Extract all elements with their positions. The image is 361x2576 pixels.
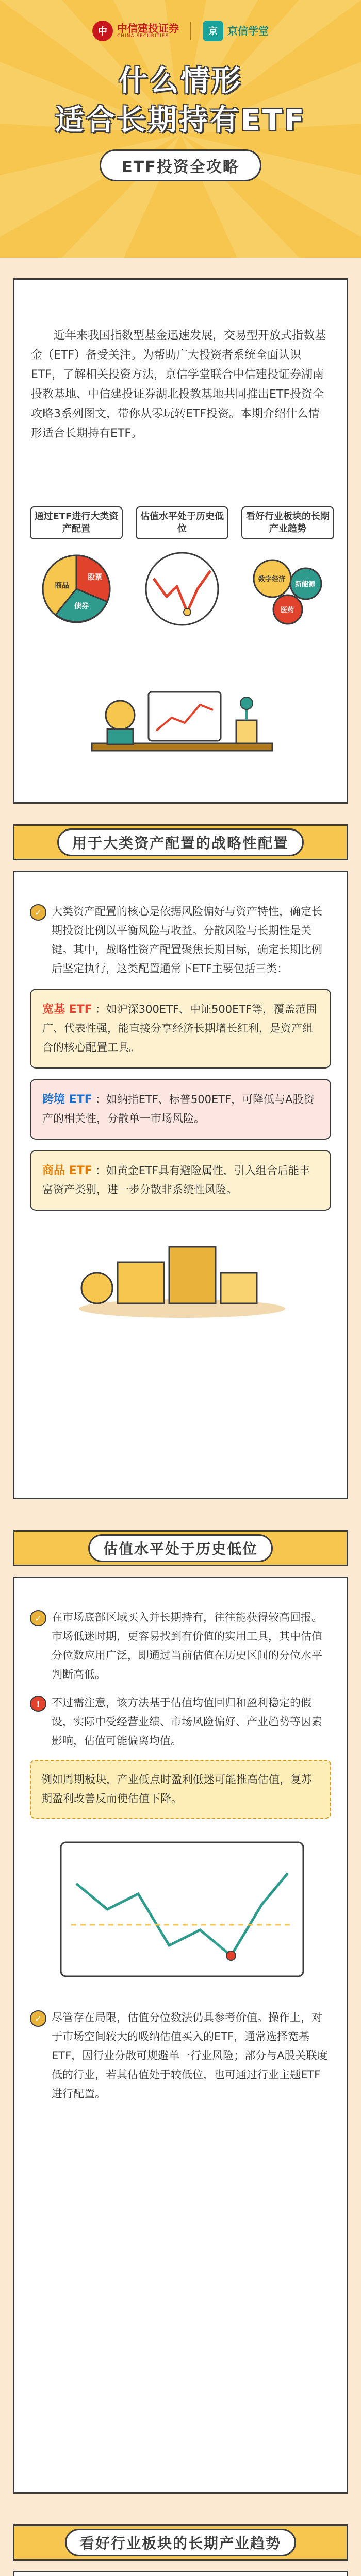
csc-logo (92, 21, 179, 41)
industry-label-pharma: 医药 (281, 606, 294, 614)
section-2-bullet-2-text: 不过需注意，该方法基于估值均值回归和盈利稳定的假设，实际中受经营业绩、市场风险偏好、产业趋势等因素影响，估值可能偏离均值。 (52, 1697, 322, 1747)
pie-label-commodity: 商品 (55, 582, 69, 590)
section-2-bullet-2 (30, 1693, 331, 1751)
industry-label-energy: 新能源 (295, 581, 316, 588)
check-icon: ✓ (30, 2010, 46, 2027)
pie-chart-icon (30, 548, 123, 630)
etf-type-broad-base (30, 989, 331, 1069)
etf-type-text: ：如黄金ETF具有避险属性，引入组合后能丰富资产类别，进一步分散非系统性风险。 (42, 1164, 310, 1196)
title-line-1: 什么情形 (119, 64, 242, 98)
scenario-asset-allocation (30, 506, 123, 632)
section-2-bullet-1-text: 在市场底部区域买入并长期持有，往往能获得较高回报。市场低迷时期，更容易找到有价值的实用工具，其中估值分位数应用广泛，即通过当前估值在历史区间的分位水平判断高低。 (52, 1611, 322, 1681)
etf-type-commodity (30, 1150, 331, 1211)
section-1-intro-text: 大类资产配置的核心是依据风险偏好与资产特性，确定长期投资比例以平衡风险与收益。分散风险与长期性是关键。其中，战略性资产配置聚焦长期目标，确定长期比例后坚定执行，这类配置通常下ETF主要包括三类： (52, 905, 322, 975)
pie-label-stock: 股票 (88, 573, 102, 582)
jingxin-logo (203, 21, 269, 41)
title-block (0, 62, 361, 181)
title-line-2: 适合长期持有ETF (55, 104, 306, 137)
pie-label-bond: 债券 (74, 602, 89, 611)
jingxin-logo-name: 京信学堂 (227, 25, 269, 37)
logo-divider (190, 22, 191, 40)
csc-logo-name: 中信建投证券 (117, 22, 179, 35)
section-3-card (13, 2571, 348, 2576)
scenario-low-valuation (136, 506, 228, 632)
section-2-card (13, 1577, 348, 2494)
section-1-title: 用于大类资产配置的战略性配置 (57, 828, 304, 856)
jingxin-logo-mark: 京 (203, 21, 223, 41)
check-icon: ✓ (30, 904, 46, 921)
check-icon: ✓ (30, 1610, 46, 1626)
example-note: 例如周期板块，产业低点时盈利低迷可能推高估值，复苏期盈利改善反而使估值下降。 (30, 1760, 331, 1819)
scenario-label: 通过ETF进行大类资产配置 (30, 506, 123, 539)
section-2-title: 估值水平处于历史低位 (88, 1534, 273, 1562)
header-banner (0, 0, 361, 258)
valuation-chart-illustration (30, 1827, 334, 1997)
industry-bubbles-icon (241, 548, 334, 630)
intro-paragraph: 近年来我国指数型基金迅速发展，交易型开放式指数基金（ETF）备受关注。为帮助广大投资者系统全面认识ETF，了解相关投资方法，京信学堂联合中信建投证券湖南投教基地、中信建投证券湖北投教基地共同推出ETF投资全攻略3系列图文，带你从零玩转ETF投资。本期介绍什么情形适合长期持有ETF。 (31, 329, 326, 440)
csc-logo-mark: 中 (92, 21, 113, 41)
section-2-heading (13, 1530, 348, 1566)
etf-type-tag: 跨境 ETF (42, 1093, 92, 1106)
warning-icon: ! (30, 1696, 46, 1712)
gold-coins-illustration (30, 1221, 334, 1324)
etf-type-tag: 商品 ETF (42, 1164, 92, 1177)
section-1-card (13, 871, 348, 1499)
section-3-title: 看好行业板块的长期产业趋势 (65, 2529, 296, 2556)
section-2-bullet-1 (30, 1608, 331, 1684)
etf-type-cross-border (30, 1079, 331, 1140)
section-2-bullet-3-text: 尽管存在局限，估值分位数法仍具参考价值。操作上，对于市场空间较大的吸纳估值买入的ETF，通常选择宽基ETF，因行业分散可规避单一行业风险；部分与A股关联度低的行业，若其估值处于较低位，也可通过行业主题ETF进行配置。 (52, 2011, 328, 2100)
scenario-industry-trend (241, 506, 334, 632)
trend-line-icon (136, 548, 228, 630)
scenario-label: 看好行业板块的长期产业趋势 (241, 506, 334, 539)
scenario-label: 估值水平处于历史低位 (136, 506, 228, 539)
section-2-bullet-3 (30, 2008, 331, 2104)
logo-bar (0, 21, 361, 41)
etf-type-tag: 宽基 ETF (42, 1003, 92, 1016)
section-1-intro (30, 902, 331, 978)
subtitle-pill: ETF投资全攻略 (100, 149, 261, 181)
three-scenarios-illustration (30, 506, 334, 646)
industry-label-digital: 数字经济 (258, 575, 286, 583)
section-1-heading (13, 824, 348, 860)
csc-logo-english: CHINA SECURITIES (117, 33, 169, 39)
etf-type-text: ：如沪深300ETF、中证500ETF等，覆盖范围广、代表性强，能直接分享经济长期增长红利，是资产组合的核心配置工具。 (42, 1003, 317, 1054)
section-3-heading (13, 2524, 348, 2561)
etf-type-text: ：如纳指ETF、标普500ETF，可降低与A股资产的相关性，分散单一市场风险。 (42, 1093, 315, 1125)
intro-card (13, 278, 348, 804)
investor-desk-illustration (71, 671, 293, 785)
